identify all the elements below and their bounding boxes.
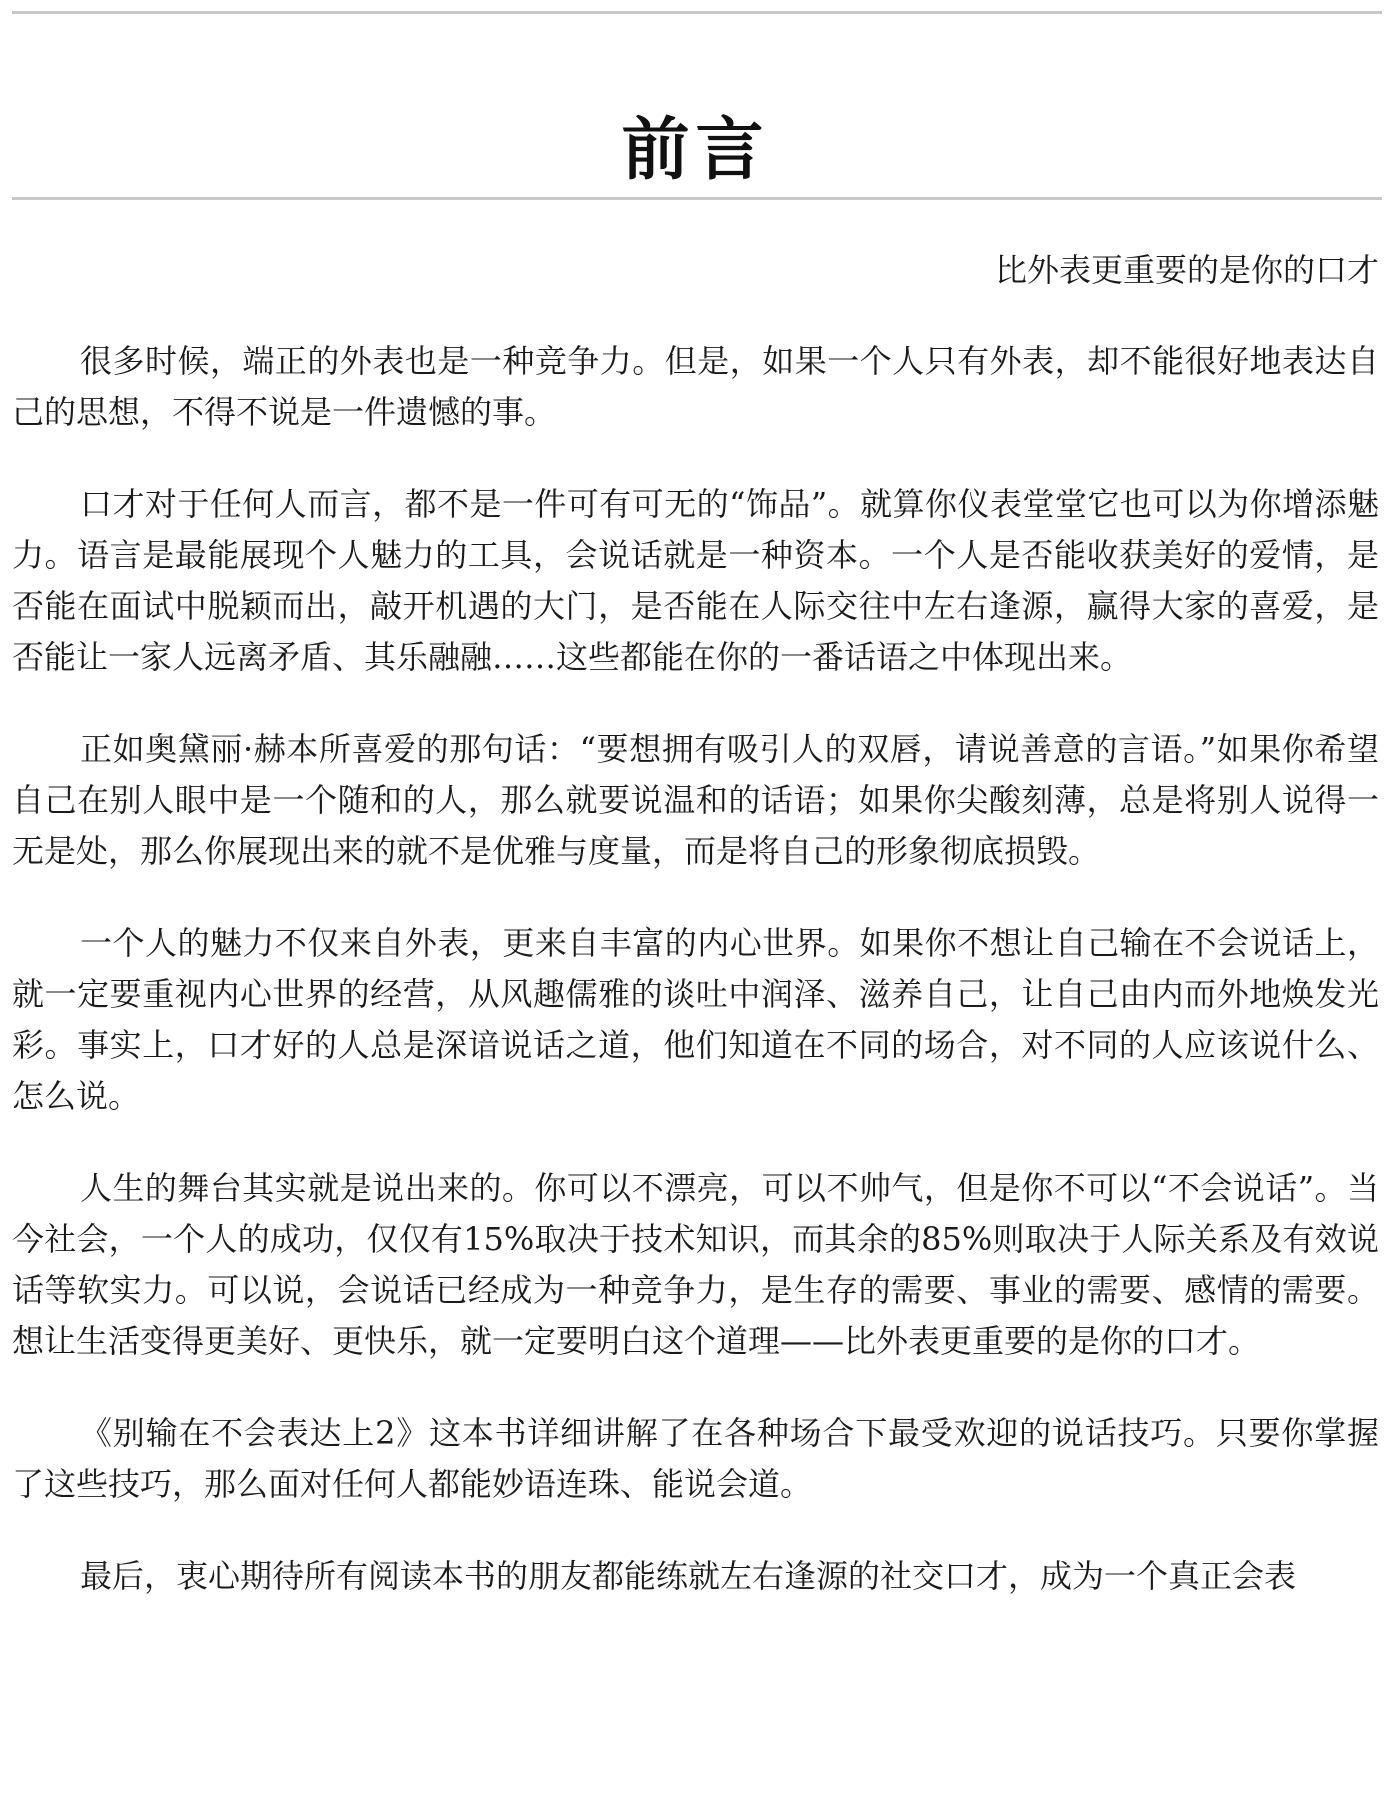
page-title: 前言	[621, 110, 770, 190]
top-divider	[12, 11, 1382, 14]
body-text	[12, 336, 1379, 1643]
page-subtitle: 比外表更重要的是你的口才	[994, 251, 1379, 289]
paragraph-5: 人生的舞台其实就是说出来的。你可以不漂亮，可以不帅气，但是你不可以“不会说话”。当今社会，一个人的成功，仅仅有15%取决于技术知识，而其余的85%则取决于人际关系及有效说话等软实力。可以说，会说话已经成为一种竞争力，是生存的需要、事业的需要、感情的需要。想让生活变得更美好、更快乐，就一定要明白这个道理——比外表更重要的是你的口才。	[12, 1169, 1379, 1360]
paragraph-4: 一个人的魅力不仅来自外表，更来自丰富的内心世界。如果你不想让自己输在不会说话上，就一定要重视内心世界的经营，从风趣儒雅的谈吐中润泽、滋养自己，让自己由内而外地焕发光彩。事实上，口才好的人总是深谙说话之道，他们知道在不同的场合，对不同的人应该说什么、怎么说。	[12, 924, 1379, 1115]
paragraph-6: 《别输在不会表达上2》这本书详细讲解了在各种场合下最受欢迎的说话技巧。只要你掌握了这些技巧，那么面对任何人都能妙语连珠、能说会道。	[12, 1414, 1379, 1503]
paragraph-7: 最后，衷心期待所有阅读本书的朋友都能练就左右逢源的社交口才，成为一个真正会表	[80, 1557, 1297, 1595]
paragraph-2: 口才对于任何人而言，都不是一件可有可无的“饰品”。就算你仪表堂堂它也可以为你增添魅力。语言是最能展现个人魅力的工具，会说话就是一种资本。一个人是否能收获美好的爱情，是否能在面试中脱颖而出，敲开机遇的大门，是否能在人际交往中左右逢源，赢得大家的喜爱，是否能让一家人远离矛盾、其乐融融……这些都能在你的一番话语之中体现出来。	[12, 485, 1379, 676]
title-divider	[12, 197, 1382, 200]
paragraph-3: 正如奥黛丽·赫本所喜爱的那句话：“要想拥有吸引人的双唇，请说善意的言语。”如果你希望自己在别人眼中是一个随和的人，那么就要说温和的话语；如果你尖酸刻薄，总是将别人说得一无是处，那么你展现出来的就不是优雅与度量，而是将自己的形象彻底损毁。	[12, 730, 1379, 870]
paragraph-1: 很多时候，端正的外表也是一种竞争力。但是，如果一个人只有外表，却不能很好地表达自己的思想，不得不说是一件遗憾的事。	[12, 342, 1379, 431]
